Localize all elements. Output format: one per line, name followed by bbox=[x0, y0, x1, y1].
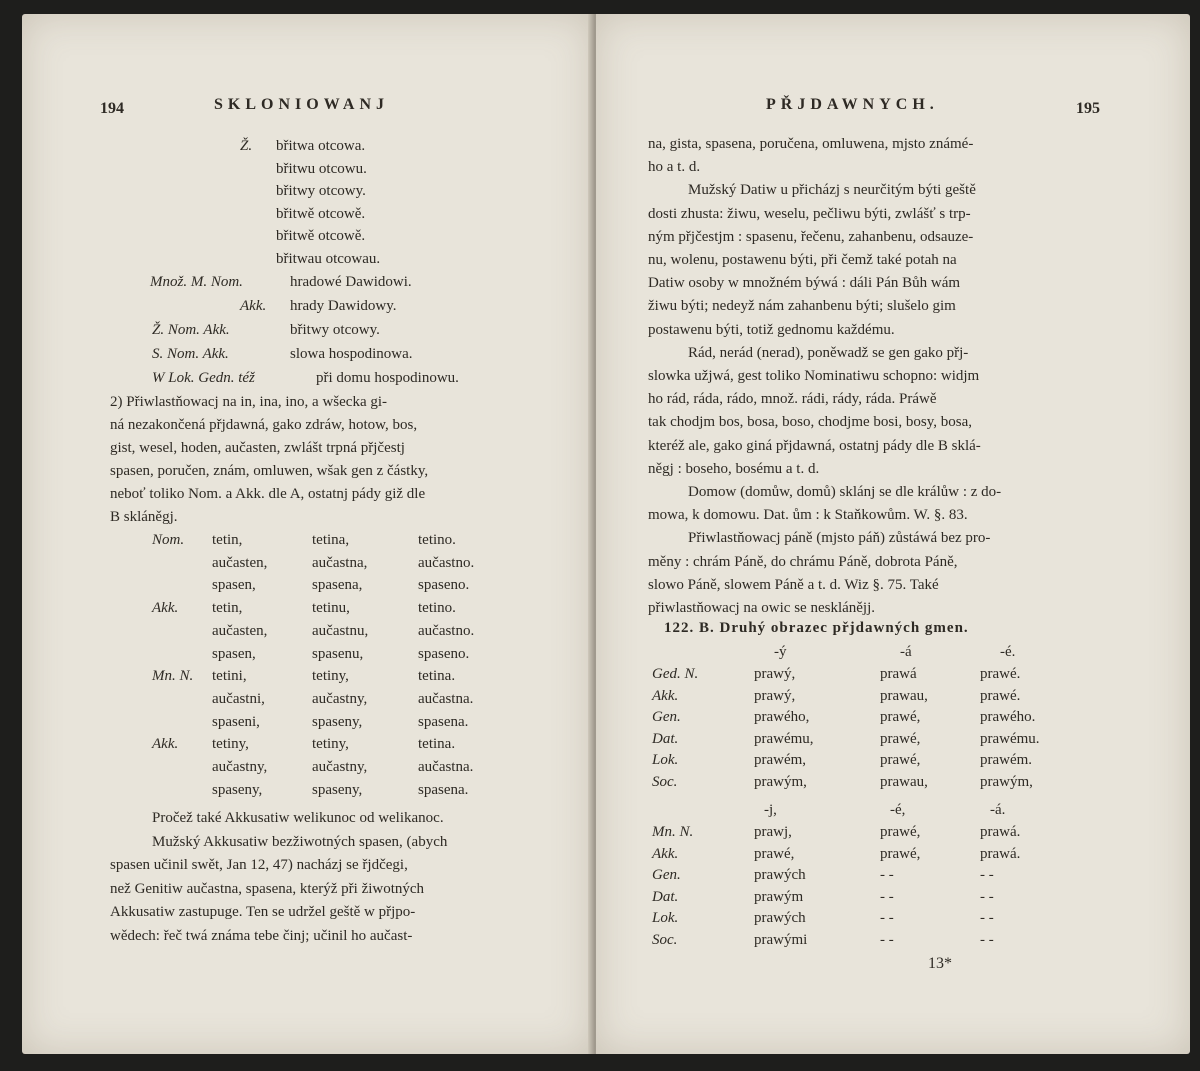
left-bottom-line: než Genitiw aučastna, spasena, kterýž při žiwotných bbox=[110, 880, 425, 897]
s-text: slowa hospodinowa. bbox=[290, 346, 413, 362]
left-bottom-line: Mužský Akkusatiw bezžiwotných spasen, (abych bbox=[152, 833, 448, 850]
right-decl-cell: prawého. bbox=[980, 709, 1036, 725]
left-decl-cell: aučastny, bbox=[312, 690, 368, 707]
paragraph-2-line: ná nezakončená přjdawná, gako zdráw, hotow, bos, bbox=[110, 417, 418, 433]
ending-sg: -é. bbox=[1000, 644, 1016, 660]
right-decl-cell: prawé. bbox=[980, 666, 1021, 682]
right-body-line: žiwu býti; nedeyž nám zahanbenu býti; slušelo gim bbox=[648, 298, 956, 315]
right-decl-cell: prawá. bbox=[980, 845, 1021, 862]
right-decl-cell: prawá. bbox=[980, 824, 1021, 840]
left-decl-cell: spasena. bbox=[418, 713, 469, 730]
left-decl-cell: spaseny, bbox=[312, 781, 363, 798]
left-decl-cell: aučasten, bbox=[212, 554, 268, 571]
right-body-line: Přiwlastňowacj páně (mjsto páň) zůstáwá bez pro- bbox=[688, 530, 991, 547]
w-label: W Lok. Gedn. též bbox=[152, 370, 255, 386]
right-body-line: na, gista, spasena, poručena, omluwena, mjsto známé- bbox=[648, 136, 974, 152]
right-decl-cell: prawé. bbox=[980, 687, 1021, 704]
right-decl-cell: - - bbox=[880, 867, 894, 883]
left-decl-cell: tetino. bbox=[418, 532, 456, 548]
right-decl-cell: prawá bbox=[880, 666, 917, 682]
ending-pl: -j, bbox=[764, 802, 777, 818]
left-decl-cell: spasenu, bbox=[312, 645, 364, 662]
left-decl-cell: spasena, bbox=[312, 577, 363, 594]
right-body-line: mowa, k domowu. Dat. ům : k Staňkowům. W. §. 83. bbox=[648, 507, 968, 524]
right-body-line: ným přjčestjm : spasenu, řečenu, zahanbenu, odsauze- bbox=[648, 228, 974, 245]
left-decl-cell: aučasten, bbox=[212, 622, 268, 639]
fem-label: Ž. bbox=[240, 138, 253, 154]
left-decl-cell: spaseno. bbox=[418, 645, 470, 662]
left-decl-cell: tetiny, bbox=[312, 736, 349, 753]
mnoz-akk-label: Akk. bbox=[240, 298, 267, 314]
right-decl-label: Soc. bbox=[652, 773, 678, 790]
left-running-head: SKLONIOWANJ bbox=[214, 96, 390, 113]
right-body-line: slowo Páně, slowem Páně a t. d. Wiz §. 75. Také bbox=[648, 576, 939, 593]
left-decl-cell: tetinu, bbox=[312, 600, 350, 617]
paragraph-2-line: neboť toliko Nom. a Akk. dle A, ostatnj pády giž dle bbox=[110, 486, 426, 502]
paragraph-2-line: 2) Přiwlastňowacj na in, ina, ino, a wšecka gi- bbox=[110, 394, 388, 410]
paragraph-2-line: B skláněgj. bbox=[110, 509, 178, 525]
left-bottom-line: wědech: řeč twá známa tebe činj; učinil ho aučast- bbox=[110, 927, 413, 944]
left-bottom-line: spasen učinil swět, Jan 12, 47) nacházj se řjdčegi, bbox=[110, 857, 408, 873]
right-decl-cell: prawau, bbox=[880, 687, 928, 704]
left-bottom-line: Pročež také Akkusatiw welikunoc od welikanoc. bbox=[152, 810, 444, 826]
right-decl-cell: prawými bbox=[754, 931, 808, 948]
right-decl-label: Gen. bbox=[652, 709, 681, 725]
right-body-line: Rád, nerád (nerad), poněwadž se gen gako přj- bbox=[688, 344, 969, 361]
z-text: břitwy otcowy. bbox=[290, 322, 380, 338]
left-bottom-line: Akkusatiw zastupuge. Ten se udržel geště w přjpo- bbox=[110, 904, 416, 920]
mnoz-nom: hradowé Dawidowi. bbox=[290, 274, 412, 290]
left-decl-cell: aučastni, bbox=[212, 690, 265, 707]
right-body-line: Mužský Datiw u přicházj s neurčitým býti geště bbox=[688, 182, 976, 199]
right-body-line: postawenu býti, totiž gednomu každému. bbox=[648, 321, 895, 338]
ending-pl: -á. bbox=[990, 802, 1006, 818]
right-decl-label: Akk. bbox=[652, 845, 679, 862]
right-decl-label: Soc. bbox=[652, 931, 678, 948]
left-page-number: 194 bbox=[100, 100, 124, 117]
left-decl-cell: spaseno. bbox=[418, 577, 470, 594]
z-label: Ž. Nom. Akk. bbox=[152, 322, 230, 338]
right-running-head: PŘJDAWNYCH. bbox=[766, 96, 939, 113]
right-body-line: dosti zhusta: žiwu, weselu, pečliwu býti, zwlášť s trp- bbox=[648, 205, 971, 222]
left-decl-cell: tetiny, bbox=[212, 736, 249, 753]
paragraph-2-line: spasen, poručen, znám, omluwen, wšak gen z částky, bbox=[110, 463, 429, 479]
left-decl-cell: aučastno. bbox=[418, 554, 475, 571]
right-decl-label: Lok. bbox=[652, 752, 679, 768]
right-page-number: 195 bbox=[1076, 100, 1100, 117]
fem-form-line: břitwu otcowu. bbox=[276, 160, 367, 177]
right-decl-cell: - - bbox=[980, 888, 994, 905]
left-decl-cell: tetini, bbox=[212, 668, 247, 685]
mnoz-label: Množ. M. Nom. bbox=[150, 274, 243, 290]
left-decl-cell: aučastny, bbox=[312, 759, 368, 775]
right-decl-cell: prawý, bbox=[754, 687, 796, 704]
right-body-line: kteréž ale, gako giná přjdawná, ostatnj pády dle B sklá- bbox=[648, 437, 981, 454]
right-decl-cell: prawj, bbox=[754, 824, 792, 840]
left-decl-cell: aučastna. bbox=[418, 759, 474, 775]
right-decl-cell: prawým, bbox=[754, 773, 807, 790]
ending-sg: -á bbox=[900, 644, 912, 660]
right-decl-label: Ged. N. bbox=[652, 666, 699, 682]
right-decl-cell: prawým, bbox=[980, 773, 1033, 790]
left-decl-cell: aučastny, bbox=[212, 759, 268, 775]
w-text: při domu hospodinowu. bbox=[316, 370, 459, 386]
right-body-line: ho rád, ráda, rádo, množ. rádi, rády, ráda. Práwě bbox=[648, 391, 937, 408]
fem-form-line: břitwě otcowě. bbox=[276, 228, 366, 244]
left-decl-cell: tetino. bbox=[418, 600, 456, 617]
ending-sg: -ý bbox=[774, 644, 787, 660]
right-decl-cell: prawé, bbox=[880, 845, 921, 862]
right-decl-cell: prawých bbox=[754, 867, 806, 883]
right-decl-cell: prawém, bbox=[754, 752, 807, 768]
left-decl-cell: spasena. bbox=[418, 781, 469, 798]
right-decl-cell: - - bbox=[980, 867, 994, 883]
right-body-line: přiwlastňowacj na owic se nesklánějj. bbox=[648, 600, 876, 616]
left-decl-cell: aučastnu, bbox=[312, 622, 369, 639]
right-decl-cell: - - bbox=[880, 910, 894, 926]
s-label: S. Nom. Akk. bbox=[152, 346, 229, 362]
left-decl-cell: aučastna. bbox=[418, 690, 474, 707]
left-decl-cell: tetin, bbox=[212, 532, 243, 548]
paragraph-2-line: gist, wesel, hoden, aučasten, zwlášt trpná přjčestj bbox=[110, 440, 405, 456]
section-heading: 122. B. Druhý obrazec přjdawných gmen. bbox=[664, 620, 969, 636]
right-decl-label: Dat. bbox=[652, 730, 679, 747]
fem-form-line: břitwa otcowa. bbox=[276, 138, 366, 154]
right-body-line: Domow (domůw, domů) sklánj se dle králůw : z do- bbox=[688, 484, 1002, 500]
right-decl-cell: - - bbox=[980, 931, 994, 948]
left-decl-cell: spasen, bbox=[212, 577, 256, 594]
right-decl-cell: - - bbox=[880, 931, 894, 948]
right-decl-cell: prawé, bbox=[880, 730, 921, 747]
left-decl-label: Akk. bbox=[152, 736, 179, 753]
right-body-line: tak chodjm bos, bosa, boso, chodjme bosi, bosy, bosa, bbox=[648, 414, 973, 431]
right-body-line: něgj : boseho, bosému a t. d. bbox=[648, 460, 820, 477]
left-decl-cell: aučastno. bbox=[418, 622, 475, 639]
right-decl-cell: prawé, bbox=[880, 709, 921, 725]
right-decl-label: Akk. bbox=[652, 687, 679, 704]
left-decl-label: Mn. N. bbox=[152, 668, 194, 685]
left-decl-cell: tetin, bbox=[212, 600, 243, 617]
right-decl-cell: prawém. bbox=[980, 752, 1033, 768]
left-decl-cell: tetina, bbox=[312, 532, 350, 548]
right-decl-cell: prawého, bbox=[754, 709, 810, 725]
left-decl-cell: aučastna, bbox=[312, 554, 368, 571]
fem-form-line: břitwě otcowě. bbox=[276, 205, 366, 222]
right-decl-label: Gen. bbox=[652, 867, 681, 883]
right-decl-label: Lok. bbox=[652, 910, 679, 926]
right-decl-label: Mn. N. bbox=[652, 824, 694, 840]
right-body-line: nu, wolenu, postawenu býti, při čemž také potah na bbox=[648, 252, 957, 268]
right-body-line: Datiw osoby w množném býwá : dáli Pán Bůh wám bbox=[648, 275, 961, 292]
right-decl-cell: prawému. bbox=[980, 730, 1040, 747]
left-decl-label: Nom. bbox=[152, 532, 185, 548]
right-decl-cell: prawé, bbox=[880, 752, 921, 768]
left-decl-cell: tetina. bbox=[418, 736, 456, 753]
right-decl-cell: prawých bbox=[754, 910, 806, 926]
left-decl-cell: tetiny, bbox=[312, 668, 349, 685]
right-decl-cell: prawau, bbox=[880, 773, 928, 790]
right-decl-cell: prawé, bbox=[880, 824, 921, 840]
left-decl-cell: tetina. bbox=[418, 668, 456, 685]
fem-form-line: břitwy otcowy. bbox=[276, 183, 366, 199]
left-decl-cell: spaseni, bbox=[212, 713, 260, 730]
right-decl-cell: prawému, bbox=[754, 730, 814, 747]
mnoz-akk: hrady Dawidowy. bbox=[290, 298, 397, 314]
right-decl-cell: prawý, bbox=[754, 666, 796, 682]
signature-mark: 13* bbox=[928, 955, 952, 972]
right-decl-label: Dat. bbox=[652, 888, 679, 905]
right-decl-cell: prawým bbox=[754, 888, 804, 905]
right-decl-cell: prawé, bbox=[754, 845, 795, 862]
left-decl-cell: spaseny, bbox=[212, 781, 263, 798]
right-body-line: slowka užjwá, gest toliko Nominatiwu schopno: widjm bbox=[648, 368, 980, 384]
right-body-line: ho a t. d. bbox=[648, 159, 701, 176]
left-decl-cell: spasen, bbox=[212, 645, 256, 662]
fem-form-line: břitwau otcowau. bbox=[276, 250, 381, 267]
left-decl-label: Akk. bbox=[152, 600, 179, 617]
right-decl-cell: - - bbox=[980, 910, 994, 926]
right-body-line: měny : chrám Páně, do chrámu Páně, dobrota Páně, bbox=[648, 553, 958, 570]
ending-pl: -é, bbox=[890, 802, 906, 818]
left-decl-cell: spaseny, bbox=[312, 713, 363, 730]
right-decl-cell: - - bbox=[880, 888, 894, 905]
